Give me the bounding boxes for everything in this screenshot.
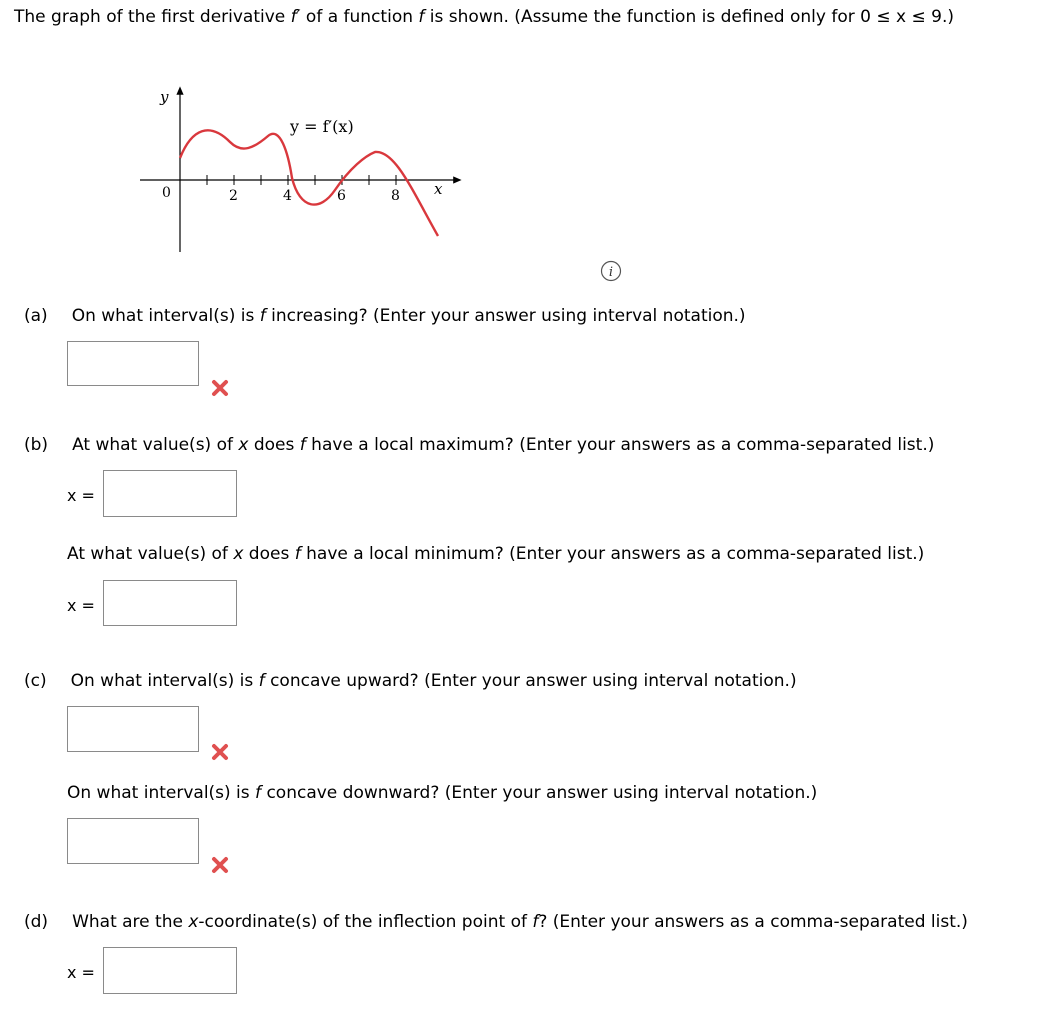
incorrect-x-icon (209, 741, 231, 763)
tick-label: 6 (337, 188, 346, 204)
derivative-graph (120, 80, 480, 260)
info-icon[interactable] (600, 260, 622, 282)
question-a: (a) On what interval(s) is f increasing? (Enter your answer using interval notation.) (24, 306, 746, 326)
question-b-min: At what value(s) of x does f have a local minimum? (Enter your answers as a comma-separated list.) (67, 544, 925, 564)
answer-input-c-up[interactable] (67, 706, 199, 752)
problem-statement: The graph of the first derivative f′ of a function f is shown. (Assume the function is defined only for 0 ≤ x ≤ 9.) (14, 7, 954, 27)
question-c-up: (c) On what interval(s) is f concave upward? (Enter your answer using interval notation.) (24, 671, 797, 691)
x-equals-label: x = (67, 963, 95, 982)
tick-label: 4 (283, 188, 292, 204)
x-equals-label: x = (67, 596, 95, 615)
answer-input-b-max[interactable] (103, 470, 237, 517)
derivative-curve (180, 130, 438, 236)
question-c-down: On what interval(s) is f concave downward? (Enter your answer using interval notation.) (67, 783, 818, 803)
x-axis-label: x (434, 180, 443, 198)
y-axis-label: y (160, 88, 169, 106)
answer-input-c-down[interactable] (67, 818, 199, 864)
tick-label: 8 (391, 188, 400, 204)
incorrect-x-icon (209, 854, 231, 876)
x-equals-label: x = (67, 486, 95, 505)
curve-label: y = f′(x) (290, 117, 354, 136)
answer-input-b-min[interactable] (103, 580, 237, 626)
answer-input-d[interactable] (103, 947, 237, 994)
origin-label: 0 (162, 185, 171, 201)
question-b-max: (b) At what value(s) of x does f have a local maximum? (Enter your answers as a comma-separated list.) (24, 435, 935, 455)
question-d: (d) What are the x-coordinate(s) of the inflection point of f? (Enter your answers as a comma-separated list.) (24, 912, 968, 932)
answer-input-a[interactable] (67, 341, 199, 386)
svg-text:i: i (608, 265, 614, 280)
tick-label: 2 (229, 188, 238, 204)
incorrect-x-icon (209, 377, 231, 399)
